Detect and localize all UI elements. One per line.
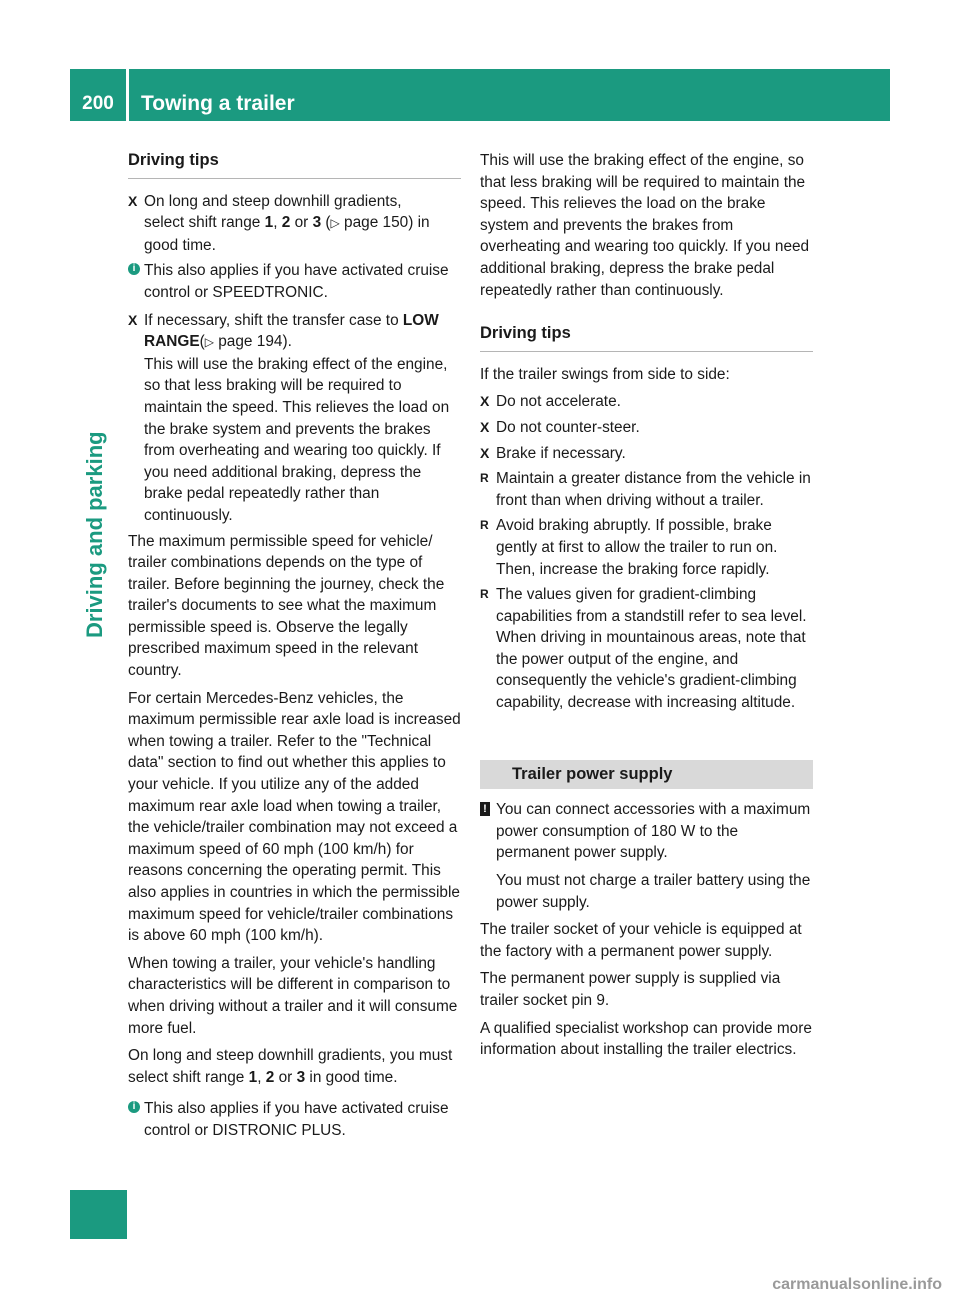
step-arrow-icon: X (480, 444, 490, 461)
info-note (128, 1098, 461, 1141)
paragraph: A qualified specialist workshop can provide more information about installing the trailer electrics. (480, 1019, 812, 1059)
section-heading-trailer-power-supply: Trailer power supply (480, 760, 813, 790)
bullet-icon: R (480, 518, 489, 533)
page-number: 200 (82, 93, 114, 114)
transfer-case-low: LOW (402, 311, 439, 329)
warning-text: You must not charge a trailer battery using the power supply. (496, 872, 811, 911)
paragraph: The maximum permissible speed for vehicle/ trailer combinations depends on the type of trailer. Before beginning the journey, check the trailer's documents to see what the maximum permissible speed is. Observe the legally prescribed maximum speed in the relevant country. (128, 532, 445, 680)
sep: ( (199, 333, 205, 351)
left-column (128, 150, 461, 1148)
bullet-text: Maintain a greater distance from the vehicle in front than when driving without a trailer. (496, 470, 811, 509)
step-item (480, 417, 813, 439)
bullet-item (480, 584, 813, 714)
side-tab-box (70, 1190, 127, 1239)
shift-range: 1 (248, 1068, 258, 1086)
step-text: On long and steep downhill gradients, (144, 192, 402, 210)
warning-icon: ! (480, 802, 490, 816)
step-item (480, 391, 813, 413)
step-text: good time. (144, 236, 216, 254)
sep: , (273, 214, 282, 232)
header-divider (126, 69, 129, 121)
site-watermark: carmanualsonline.info (772, 1276, 942, 1293)
shift-range: 3 (312, 214, 322, 232)
step-text: If necessary, shift the transfer case to (144, 311, 403, 329)
transfer-case-range: RANGE (144, 333, 200, 351)
step-item (128, 310, 461, 527)
bullet-icon: R (480, 587, 489, 602)
page-ref[interactable]: page 150) in (339, 214, 430, 232)
shift-range: 1 (264, 214, 274, 232)
section-heading-driving-tips: Driving tips (128, 150, 461, 179)
chapter-title: Towing a trailer (141, 92, 295, 115)
section-heading-driving-tips: Driving tips (480, 323, 813, 352)
step-item (128, 191, 461, 257)
step-arrow-icon: X (128, 311, 138, 328)
bullet-icon: R (480, 471, 489, 486)
paragraph: This will use the braking effect of the engine, so that less braking will be required to maintain the speed. This relieves the load on the brake system and prevents the brakes from overheating and wearing too quickly. If you need additional braking, depress the brake pedal repeatedly rather than continuously. (480, 152, 810, 299)
paragraph: The trailer socket of your vehicle is equipped at the factory with a permanent power supply. (480, 921, 802, 960)
paragraph: If the trailer swings from side to side: (480, 365, 730, 383)
step-text: Do not accelerate. (496, 393, 621, 411)
step-arrow-icon: X (480, 418, 490, 435)
side-tab-text: Driving and parking (82, 431, 107, 638)
info-icon: i (128, 1101, 140, 1113)
shift-range: 2 (281, 214, 291, 232)
step-text: select shift range (144, 214, 265, 232)
step-arrow-icon: X (480, 393, 490, 410)
bullet-item (480, 468, 813, 511)
page-ref[interactable]: page 194). (213, 333, 292, 351)
step-item (480, 443, 813, 465)
bullet-item (480, 515, 813, 580)
step-detail: This will use the braking effect of the engine, so that less braking will be required to maintain the speed. This relieves the load on the brake system and prevents the brakes from overheating and wearing too quickly. If you need additional braking, depress the brake pedal repeatedly rather than continuously. (144, 355, 450, 524)
paragraph: When towing a trailer, your vehicle's handling characteristics will be different in comparison to when driving without a trailer and it will consume more fuel. (128, 954, 458, 1037)
step-arrow-icon: X (128, 192, 138, 209)
sep: or (274, 1068, 297, 1086)
sep: ( (321, 214, 331, 232)
paragraph (128, 1045, 461, 1088)
shift-range: 2 (265, 1068, 275, 1086)
sep: or (290, 214, 313, 232)
note-text: This also applies if you have activated cruise control or DISTRONIC PLUS. (144, 1100, 449, 1139)
right-column (480, 150, 813, 1067)
step-text: Brake if necessary. (496, 444, 626, 462)
paragraph: For certain Mercedes-Benz vehicles, the maximum permissible rear axle load is increased when towing a trailer. Refer to the "Technical data" section to find out whether this applies to your vehicle. If you utilize any of the added maximum rear axle load when towing a trailer, the vehicle/trailer combination may not exceed a maximum speed of 60 mph (100 km/h) for reasons concerning the operating permit. This also applies in countries in which the permissible maximum speed for vehicle/trailer combinations is above 60 mph (100 km/h). (128, 689, 461, 945)
bullet-text: Avoid braking abruptly. If possible, brake gently at first to allow the trailer to run on. Then, increase the braking force rapidly. (496, 517, 778, 578)
side-tab-label (82, 418, 122, 638)
bullet-text: The values given for gradient-climbing capabilities from a standstill refer to sea level. When driving in mountainous areas, note that the power output of the engine, and consequently the vehicle's gradient-climbing capability, decrease with increasing altitude. (496, 586, 807, 712)
warning-text: You can connect accessories with a maximum power consumption of 180 W to the permanent power supply. (496, 801, 811, 862)
note-text: This also applies if you have activated cruise control or SPEEDTRONIC. (144, 262, 449, 301)
warning-note (480, 870, 813, 913)
sep: , (257, 1068, 266, 1086)
shift-range: 3 (296, 1068, 306, 1086)
step-text: Do not counter-steer. (496, 418, 640, 436)
page-ref-icon: ▷ (330, 216, 340, 231)
para-text: in good time. (305, 1068, 398, 1086)
info-icon: i (128, 263, 140, 275)
para-text: On long and steep downhill gradients, you must select shift range (128, 1047, 453, 1086)
info-note (128, 260, 461, 303)
warning-note (480, 799, 813, 864)
page-ref-icon: ▷ (204, 335, 214, 350)
paragraph: The permanent power supply is supplied via trailer socket pin 9. (480, 970, 781, 1009)
